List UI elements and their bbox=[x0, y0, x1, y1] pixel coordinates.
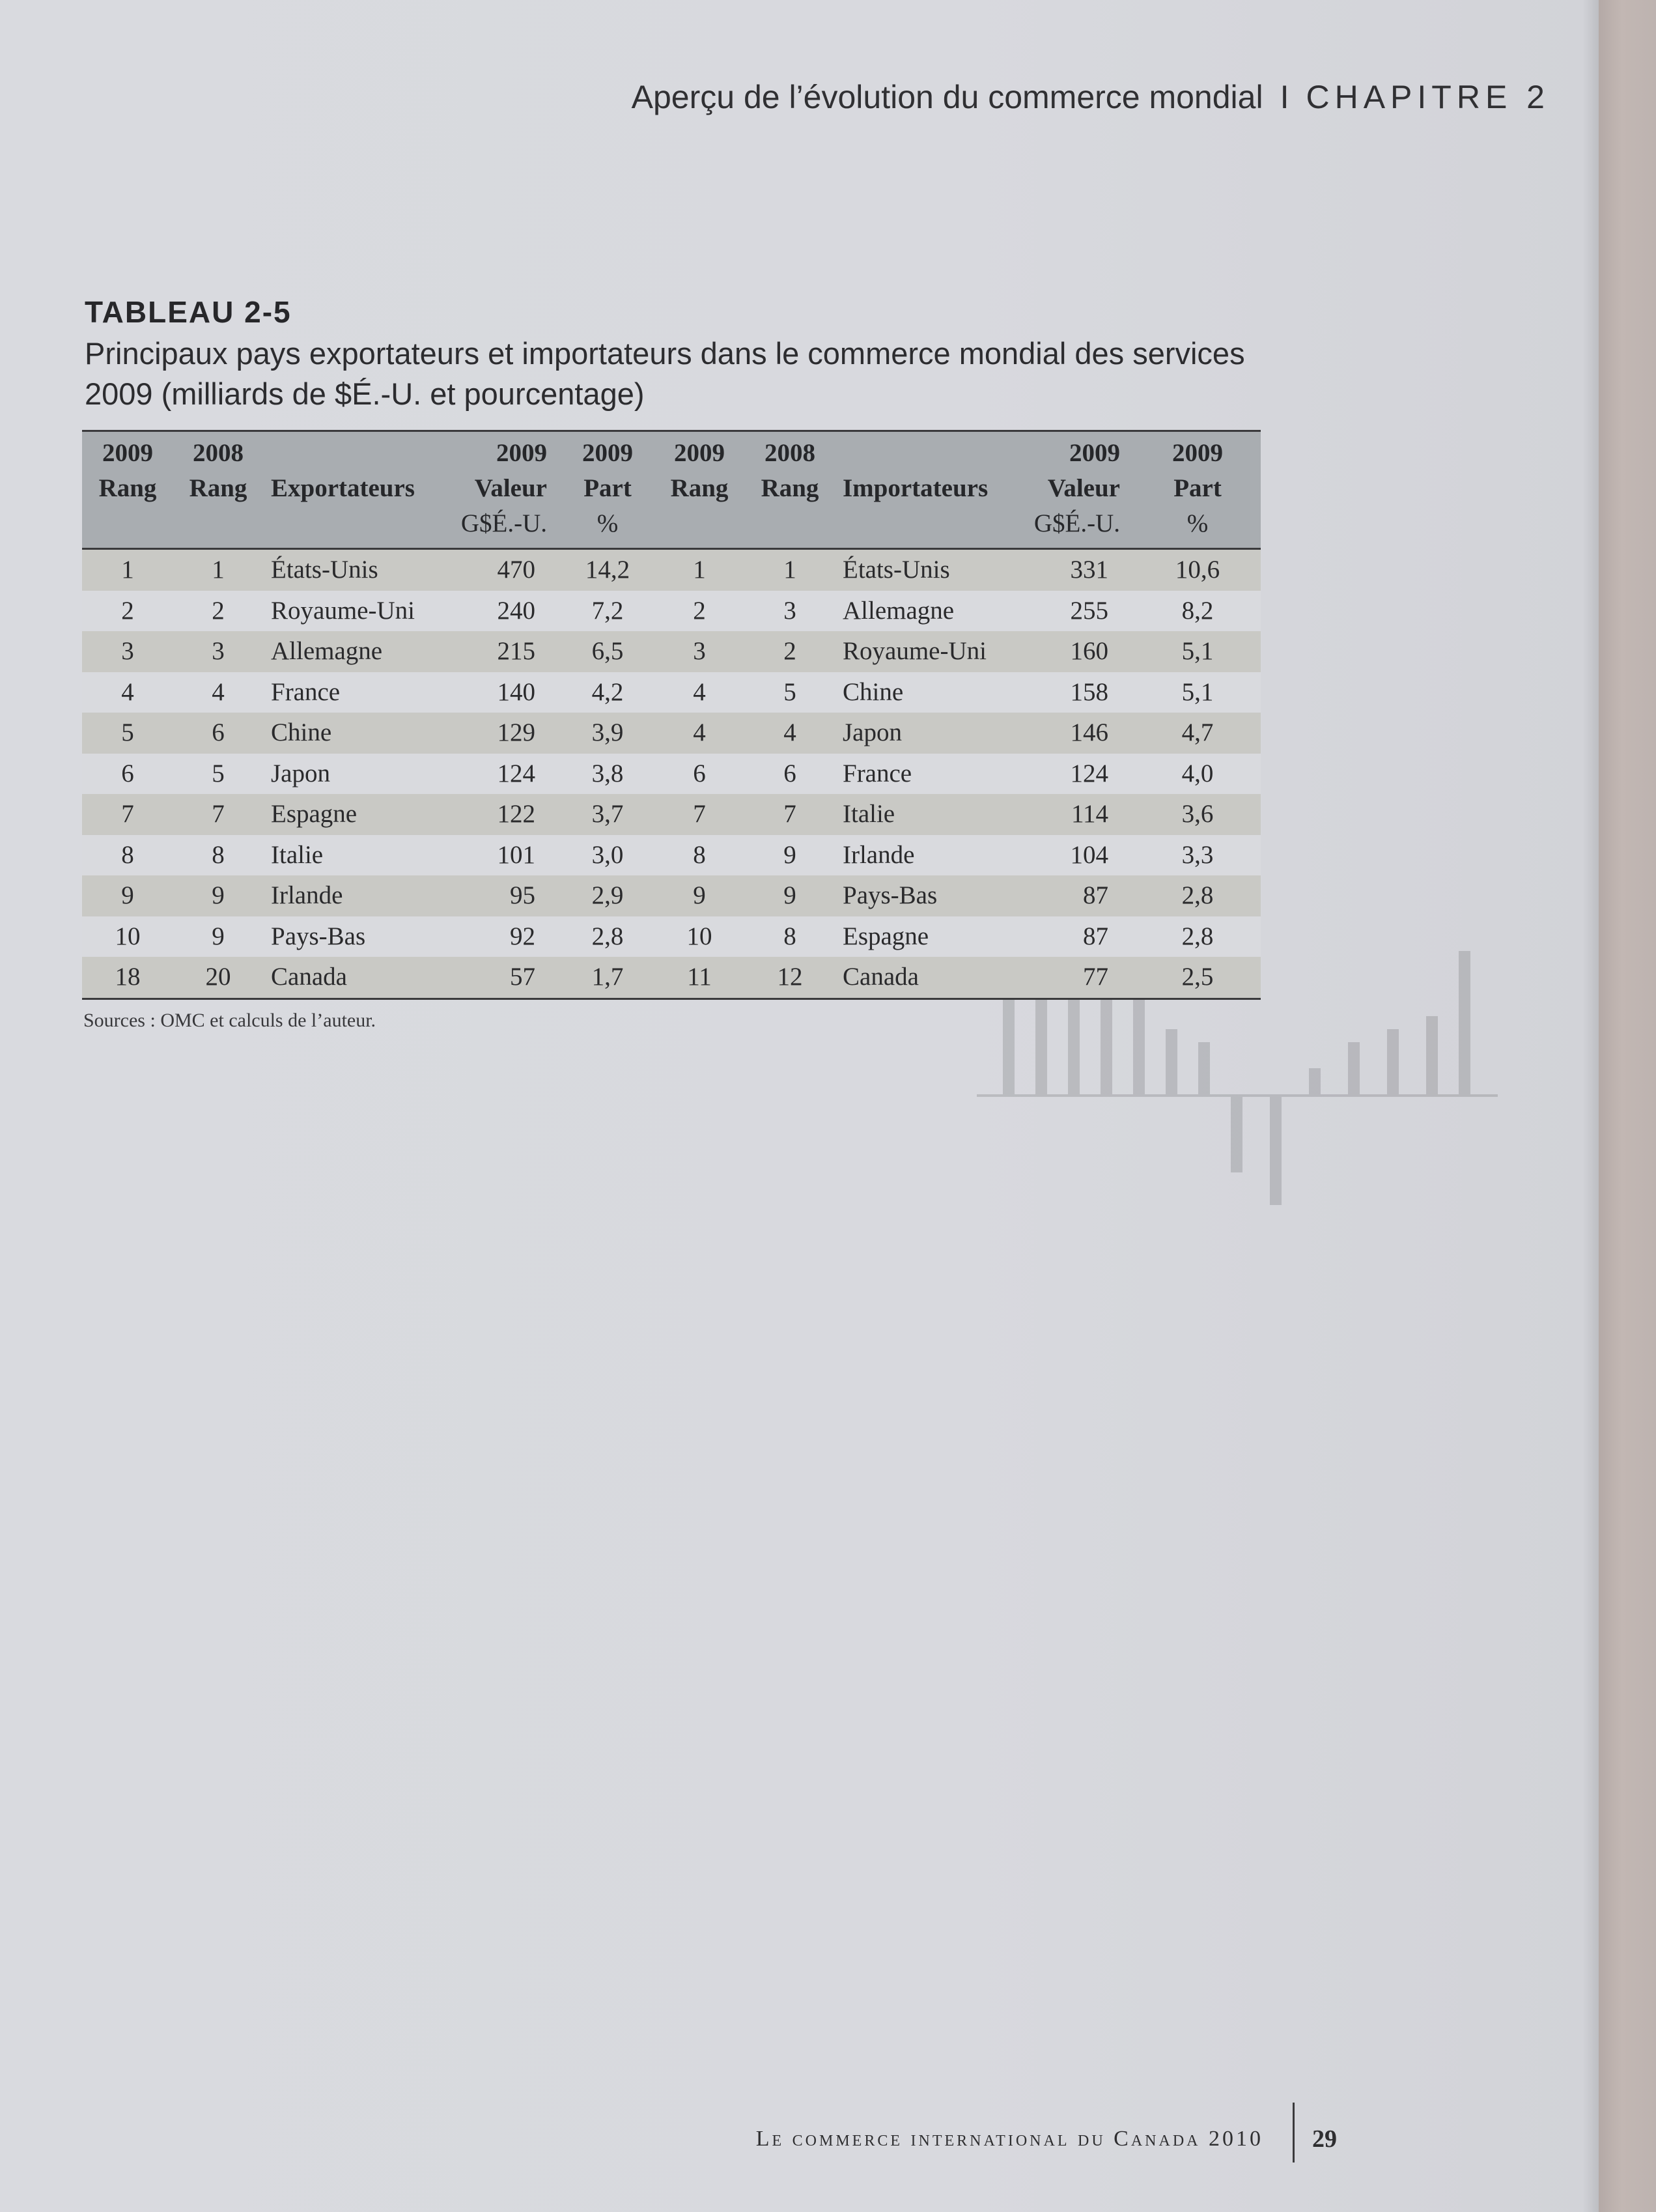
cell-rank-2009-imp: 7 bbox=[654, 794, 745, 835]
table-row bbox=[82, 957, 1261, 999]
cell-share-exp: 4,2 bbox=[561, 672, 654, 713]
cell-rank-2009-exp: 18 bbox=[82, 957, 173, 999]
cell-value-imp: 124 bbox=[1025, 754, 1134, 795]
table-sources: Sources : OMC et calculs de l’auteur. bbox=[83, 1010, 376, 1031]
header-cell-rank-2009-exp: Rang bbox=[82, 471, 173, 506]
cell-rank-2009-imp: 11 bbox=[654, 957, 745, 999]
cell-importer: Irlande bbox=[835, 835, 1025, 876]
cell-exporter: Espagne bbox=[263, 794, 452, 835]
table-row bbox=[82, 591, 1261, 632]
table-row bbox=[82, 549, 1261, 591]
header-cell-rank-2009-exp: 2009 bbox=[82, 431, 173, 472]
cell-share-imp: 10,6 bbox=[1134, 549, 1261, 591]
trade-services-table bbox=[82, 430, 1261, 1000]
cell-rank-2009-imp: 10 bbox=[654, 916, 745, 957]
header-cell-rank-2009-imp: 2009 bbox=[654, 431, 745, 472]
cell-share-exp: 7,2 bbox=[561, 591, 654, 632]
cell-rank-2009-exp: 8 bbox=[82, 835, 173, 876]
cell-rank-2008-imp: 9 bbox=[745, 875, 835, 916]
cell-value-exp: 124 bbox=[452, 754, 561, 795]
table-row bbox=[82, 672, 1261, 713]
cell-exporter: France bbox=[263, 672, 452, 713]
cell-value-exp: 140 bbox=[452, 672, 561, 713]
cell-value-imp: 158 bbox=[1025, 672, 1134, 713]
header-cell-rank-2008-exp: Rang bbox=[173, 471, 263, 506]
cell-rank-2009-imp: 3 bbox=[654, 631, 745, 672]
cell-value-exp: 122 bbox=[452, 794, 561, 835]
cell-importer: Chine bbox=[835, 672, 1025, 713]
table-row bbox=[82, 875, 1261, 916]
footer-publication-title: Le commerce international du Canada 2010 bbox=[755, 2127, 1263, 2151]
header-cell-rank-2008-exp: 2008 bbox=[173, 431, 263, 472]
cell-share-imp: 8,2 bbox=[1134, 591, 1261, 632]
cell-exporter: Royaume-Uni bbox=[263, 591, 452, 632]
cell-value-exp: 215 bbox=[452, 631, 561, 672]
cell-importer: États-Unis bbox=[835, 549, 1025, 591]
cell-value-exp: 101 bbox=[452, 835, 561, 876]
cell-rank-2008-exp: 1 bbox=[173, 549, 263, 591]
cell-share-imp: 4,0 bbox=[1134, 754, 1261, 795]
cell-exporter: Allemagne bbox=[263, 631, 452, 672]
cell-share-imp: 5,1 bbox=[1134, 672, 1261, 713]
cell-value-imp: 255 bbox=[1025, 591, 1134, 632]
cell-rank-2008-exp: 3 bbox=[173, 631, 263, 672]
cell-rank-2009-imp: 1 bbox=[654, 549, 745, 591]
header-row-1 bbox=[82, 431, 1261, 472]
cell-exporter: Irlande bbox=[263, 875, 452, 916]
header-cell-exporter bbox=[263, 506, 452, 549]
cell-share-exp: 14,2 bbox=[561, 549, 654, 591]
cell-exporter: Canada bbox=[263, 957, 452, 999]
cell-exporter: Japon bbox=[263, 754, 452, 795]
cell-rank-2008-imp: 9 bbox=[745, 835, 835, 876]
cell-value-imp: 77 bbox=[1025, 957, 1134, 999]
cell-share-imp: 5,1 bbox=[1134, 631, 1261, 672]
cell-rank-2008-imp: 5 bbox=[745, 672, 835, 713]
header-row-2 bbox=[82, 471, 1261, 506]
header-cell-share-imp: 2009 bbox=[1134, 431, 1261, 472]
header-cell-rank-2008-exp bbox=[173, 506, 263, 549]
cell-rank-2009-exp: 9 bbox=[82, 875, 173, 916]
cell-value-imp: 146 bbox=[1025, 713, 1134, 754]
cell-rank-2008-exp: 9 bbox=[173, 875, 263, 916]
cell-value-imp: 104 bbox=[1025, 835, 1134, 876]
running-head-separator: I bbox=[1280, 79, 1289, 115]
cell-rank-2008-exp: 4 bbox=[173, 672, 263, 713]
cell-share-exp: 6,5 bbox=[561, 631, 654, 672]
cell-value-imp: 87 bbox=[1025, 916, 1134, 957]
header-cell-value-imp: Valeur bbox=[1025, 471, 1134, 506]
cell-rank-2008-exp: 6 bbox=[173, 713, 263, 754]
cell-rank-2009-exp: 7 bbox=[82, 794, 173, 835]
header-row-3 bbox=[82, 506, 1261, 549]
cell-value-exp: 95 bbox=[452, 875, 561, 916]
cell-value-exp: 92 bbox=[452, 916, 561, 957]
cell-importer: Pays-Bas bbox=[835, 875, 1025, 916]
header-cell-exporter bbox=[263, 431, 452, 472]
header-cell-share-exp: 2009 bbox=[561, 431, 654, 472]
table-row bbox=[82, 794, 1261, 835]
cell-rank-2009-exp: 4 bbox=[82, 672, 173, 713]
header-cell-value-imp: 2009 bbox=[1025, 431, 1134, 472]
cell-share-imp: 2,5 bbox=[1134, 957, 1261, 999]
header-cell-rank-2008-imp: 2008 bbox=[745, 431, 835, 472]
cell-share-imp: 3,6 bbox=[1134, 794, 1261, 835]
header-cell-exporter: Exportateurs bbox=[263, 471, 452, 506]
cell-rank-2009-imp: 6 bbox=[654, 754, 745, 795]
cell-importer: Allemagne bbox=[835, 591, 1025, 632]
header-cell-share-imp: % bbox=[1134, 506, 1261, 549]
cell-rank-2008-imp: 8 bbox=[745, 916, 835, 957]
cell-share-imp: 3,3 bbox=[1134, 835, 1261, 876]
cell-rank-2008-exp: 2 bbox=[173, 591, 263, 632]
cell-share-exp: 3,9 bbox=[561, 713, 654, 754]
cell-rank-2008-exp: 5 bbox=[173, 754, 263, 795]
cell-rank-2008-imp: 2 bbox=[745, 631, 835, 672]
page-number: 29 bbox=[1312, 2125, 1337, 2153]
cell-value-imp: 87 bbox=[1025, 875, 1134, 916]
header-cell-importer: Importateurs bbox=[835, 471, 1025, 506]
table-row bbox=[82, 713, 1261, 754]
cell-importer: Canada bbox=[835, 957, 1025, 999]
cell-value-exp: 57 bbox=[452, 957, 561, 999]
cell-importer: France bbox=[835, 754, 1025, 795]
cell-share-exp: 3,7 bbox=[561, 794, 654, 835]
cell-share-exp: 2,8 bbox=[561, 916, 654, 957]
header-cell-importer bbox=[835, 431, 1025, 472]
header-cell-rank-2009-imp bbox=[654, 506, 745, 549]
cell-rank-2009-exp: 2 bbox=[82, 591, 173, 632]
cell-share-exp: 1,7 bbox=[561, 957, 654, 999]
table-title: Principaux pays exportateurs et importateurs dans le commerce mondial des services 2009 (milliards de $É.-U. et pourcentage) bbox=[85, 336, 1245, 411]
cell-rank-2009-imp: 4 bbox=[654, 713, 745, 754]
table-row bbox=[82, 754, 1261, 795]
cell-share-exp: 3,8 bbox=[561, 754, 654, 795]
table-body bbox=[82, 549, 1261, 999]
header-cell-value-exp: 2009 bbox=[452, 431, 561, 472]
cell-value-imp: 331 bbox=[1025, 549, 1134, 591]
table-header bbox=[82, 431, 1261, 549]
cell-share-imp: 2,8 bbox=[1134, 916, 1261, 957]
cell-rank-2009-imp: 2 bbox=[654, 591, 745, 632]
cell-importer: Royaume-Uni bbox=[835, 631, 1025, 672]
header-cell-share-imp: Part bbox=[1134, 471, 1261, 506]
cell-exporter: États-Unis bbox=[263, 549, 452, 591]
cell-share-imp: 2,8 bbox=[1134, 875, 1261, 916]
cell-rank-2008-exp: 9 bbox=[173, 916, 263, 957]
cell-value-exp: 129 bbox=[452, 713, 561, 754]
cell-exporter: Pays-Bas bbox=[263, 916, 452, 957]
cell-exporter: Chine bbox=[263, 713, 452, 754]
header-cell-rank-2008-imp bbox=[745, 506, 835, 549]
cell-importer: Japon bbox=[835, 713, 1025, 754]
header-cell-value-exp: Valeur bbox=[452, 471, 561, 506]
cell-rank-2009-exp: 1 bbox=[82, 549, 173, 591]
cell-share-exp: 2,9 bbox=[561, 875, 654, 916]
table-row bbox=[82, 916, 1261, 957]
running-head bbox=[586, 78, 1550, 116]
cell-rank-2008-imp: 6 bbox=[745, 754, 835, 795]
cell-exporter: Italie bbox=[263, 835, 452, 876]
scanner-edge bbox=[1599, 0, 1656, 2212]
cell-rank-2008-imp: 7 bbox=[745, 794, 835, 835]
header-cell-rank-2009-imp: Rang bbox=[654, 471, 745, 506]
header-cell-share-exp: Part bbox=[561, 471, 654, 506]
cell-rank-2009-imp: 9 bbox=[654, 875, 745, 916]
cell-rank-2009-imp: 8 bbox=[654, 835, 745, 876]
cell-rank-2009-exp: 6 bbox=[82, 754, 173, 795]
table-row bbox=[82, 631, 1261, 672]
cell-value-imp: 160 bbox=[1025, 631, 1134, 672]
cell-rank-2009-exp: 5 bbox=[82, 713, 173, 754]
cell-importer: Italie bbox=[835, 794, 1025, 835]
cell-importer: Espagne bbox=[835, 916, 1025, 957]
cell-share-exp: 3,0 bbox=[561, 835, 654, 876]
cell-rank-2008-imp: 4 bbox=[745, 713, 835, 754]
cell-rank-2008-exp: 7 bbox=[173, 794, 263, 835]
header-cell-rank-2009-exp bbox=[82, 506, 173, 549]
cell-rank-2008-exp: 20 bbox=[173, 957, 263, 999]
footer-divider bbox=[1293, 2103, 1295, 2162]
table-label: TABLEAU 2-5 bbox=[85, 295, 292, 329]
header-cell-value-imp: G$É.-U. bbox=[1025, 506, 1134, 549]
cell-rank-2008-exp: 8 bbox=[173, 835, 263, 876]
cell-share-imp: 4,7 bbox=[1134, 713, 1261, 754]
header-cell-rank-2008-imp: Rang bbox=[745, 471, 835, 506]
header-cell-share-exp: % bbox=[561, 506, 654, 549]
cell-rank-2009-exp: 10 bbox=[82, 916, 173, 957]
cell-rank-2008-imp: 3 bbox=[745, 591, 835, 632]
cell-value-exp: 240 bbox=[452, 591, 561, 632]
cell-rank-2008-imp: 12 bbox=[745, 957, 835, 999]
cell-value-imp: 114 bbox=[1025, 794, 1134, 835]
running-head-chapter: CHAPITRE 2 bbox=[1306, 79, 1550, 115]
cell-rank-2009-exp: 3 bbox=[82, 631, 173, 672]
table-row bbox=[82, 835, 1261, 876]
cell-rank-2009-imp: 4 bbox=[654, 672, 745, 713]
running-head-section: Aperçu de l’évolution du commerce mondial bbox=[631, 79, 1263, 115]
header-cell-importer bbox=[835, 506, 1025, 549]
cell-rank-2008-imp: 1 bbox=[745, 549, 835, 591]
header-cell-value-exp: G$É.-U. bbox=[452, 506, 561, 549]
cell-value-exp: 470 bbox=[452, 549, 561, 591]
